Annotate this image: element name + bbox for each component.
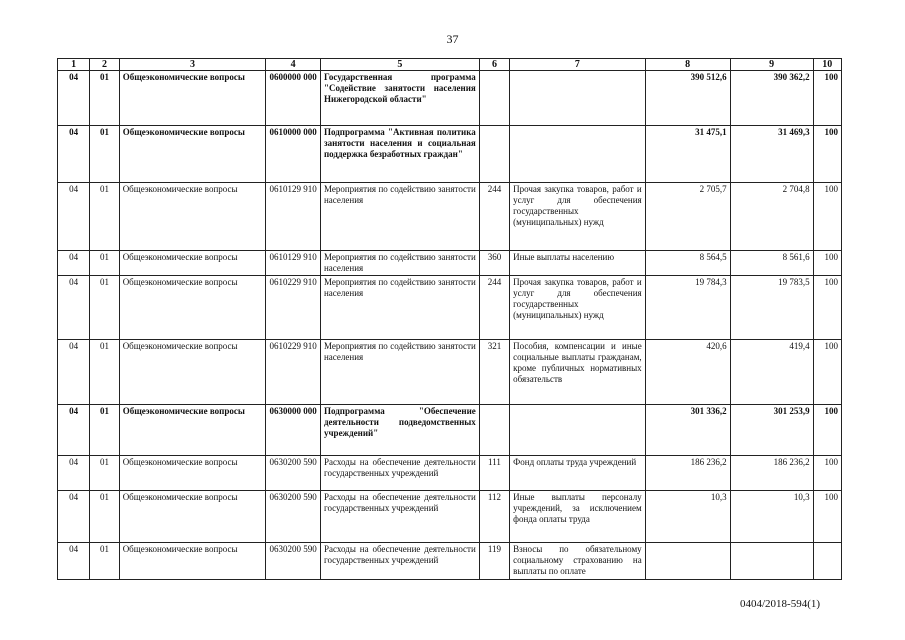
execution-percent-cell: 100 bbox=[813, 276, 841, 340]
table-row bbox=[58, 251, 842, 276]
section-name-cell: Общеэкономические вопросы bbox=[119, 126, 266, 183]
execution-percent-cell: 100 bbox=[813, 71, 841, 126]
header-cell: 8 bbox=[645, 59, 730, 71]
expense-type-name-cell bbox=[510, 71, 646, 126]
expense-type-name-cell bbox=[510, 126, 646, 183]
execution-percent-cell: 100 bbox=[813, 405, 841, 456]
execution-percent-cell: 100 bbox=[813, 251, 841, 276]
section-code-cell: 04 bbox=[58, 71, 90, 126]
execution-percent-cell: 100 bbox=[813, 340, 841, 405]
subsection-code-cell: 01 bbox=[90, 491, 119, 543]
expense-type-code-cell: 119 bbox=[479, 543, 509, 580]
table-row bbox=[58, 491, 842, 543]
target-article-cell: 0610129 910 bbox=[266, 183, 321, 251]
subsection-code-cell: 01 bbox=[90, 405, 119, 456]
article-name-cell: Расходы на обеспечение деятельности государственных учреждений bbox=[320, 456, 479, 491]
expense-type-code-cell: 321 bbox=[479, 340, 509, 405]
subsection-code-cell: 01 bbox=[90, 543, 119, 580]
executed-amount-cell: 2 704,8 bbox=[730, 183, 813, 251]
header-row bbox=[58, 59, 842, 71]
article-name-cell: Мероприятия по содействию занятости населения bbox=[320, 276, 479, 340]
article-name-cell: Расходы на обеспечение деятельности государственных учреждений bbox=[320, 491, 479, 543]
expense-type-code-cell: 244 bbox=[479, 276, 509, 340]
target-article-cell: 0610129 910 bbox=[266, 251, 321, 276]
target-article-cell: 0630200 590 bbox=[266, 543, 321, 580]
target-article-cell: 0610000 000 bbox=[266, 126, 321, 183]
article-name-cell: Государственная программа "Содействие занятости населения Нижегородской области" bbox=[320, 71, 479, 126]
target-article-cell: 0610229 910 bbox=[266, 340, 321, 405]
table-row bbox=[58, 405, 842, 456]
header-cell: 1 bbox=[58, 59, 90, 71]
subsection-code-cell: 01 bbox=[90, 340, 119, 405]
section-code-cell: 04 bbox=[58, 340, 90, 405]
execution-percent-cell: 100 bbox=[813, 126, 841, 183]
section-name-cell: Общеэкономические вопросы bbox=[119, 456, 266, 491]
subsection-code-cell: 01 bbox=[90, 183, 119, 251]
section-name-cell: Общеэкономические вопросы bbox=[119, 491, 266, 543]
subsection-code-cell: 01 bbox=[90, 456, 119, 491]
executed-amount-cell: 19 783,5 bbox=[730, 276, 813, 340]
approved-amount-cell: 2 705,7 bbox=[645, 183, 730, 251]
article-name-cell: Подпрограмма "Обеспечение деятельности подведомственных учреждений" bbox=[320, 405, 479, 456]
execution-percent-cell: 100 bbox=[813, 456, 841, 491]
approved-amount-cell: 301 336,2 bbox=[645, 405, 730, 456]
section-code-cell: 04 bbox=[58, 491, 90, 543]
approved-amount-cell: 8 564,5 bbox=[645, 251, 730, 276]
expense-type-name-cell: Прочая закупка товаров, работ и услуг для обеспечения государственных (муниципальных) нужд bbox=[510, 276, 646, 340]
approved-amount-cell: 19 784,3 bbox=[645, 276, 730, 340]
article-name-cell: Мероприятия по содействию занятости населения bbox=[320, 183, 479, 251]
approved-amount-cell: 10,3 bbox=[645, 491, 730, 543]
section-name-cell: Общеэкономические вопросы bbox=[119, 543, 266, 580]
expense-type-code-cell bbox=[479, 126, 509, 183]
expense-type-code-cell: 244 bbox=[479, 183, 509, 251]
subsection-code-cell: 01 bbox=[90, 71, 119, 126]
table-row bbox=[58, 340, 842, 405]
target-article-cell: 0630200 590 bbox=[266, 456, 321, 491]
page-number: 37 bbox=[446, 32, 459, 46]
table-row bbox=[58, 126, 842, 183]
budget-table bbox=[57, 58, 842, 580]
table-row bbox=[58, 543, 842, 580]
section-name-cell: Общеэкономические вопросы bbox=[119, 183, 266, 251]
subsection-code-cell: 01 bbox=[90, 276, 119, 340]
executed-amount-cell: 419,4 bbox=[730, 340, 813, 405]
table-row bbox=[58, 276, 842, 340]
header-cell: 2 bbox=[90, 59, 119, 71]
section-code-cell: 04 bbox=[58, 126, 90, 183]
subsection-code-cell: 01 bbox=[90, 126, 119, 183]
approved-amount-cell: 186 236,2 bbox=[645, 456, 730, 491]
header-cell: 9 bbox=[730, 59, 813, 71]
section-code-cell: 04 bbox=[58, 405, 90, 456]
target-article-cell: 0630200 590 bbox=[266, 491, 321, 543]
table-row bbox=[58, 183, 842, 251]
approved-amount-cell: 420,6 bbox=[645, 340, 730, 405]
section-code-cell: 04 bbox=[58, 456, 90, 491]
approved-amount-cell bbox=[645, 543, 730, 580]
executed-amount-cell: 301 253,9 bbox=[730, 405, 813, 456]
section-name-cell: Общеэкономические вопросы bbox=[119, 405, 266, 456]
document-code: 0404/2018-594(1) bbox=[740, 598, 821, 610]
executed-amount-cell: 186 236,2 bbox=[730, 456, 813, 491]
executed-amount-cell: 10,3 bbox=[730, 491, 813, 543]
section-code-cell: 04 bbox=[58, 276, 90, 340]
expense-type-name-cell: Фонд оплаты труда учреждений bbox=[510, 456, 646, 491]
target-article-cell: 0630000 000 bbox=[266, 405, 321, 456]
approved-amount-cell: 390 512,6 bbox=[645, 71, 730, 126]
section-name-cell: Общеэкономические вопросы bbox=[119, 251, 266, 276]
execution-percent-cell bbox=[813, 543, 841, 580]
expense-type-code-cell: 111 bbox=[479, 456, 509, 491]
approved-amount-cell: 31 475,1 bbox=[645, 126, 730, 183]
header-cell: 4 bbox=[266, 59, 321, 71]
header-cell: 3 bbox=[119, 59, 266, 71]
expense-type-code-cell: 112 bbox=[479, 491, 509, 543]
execution-percent-cell: 100 bbox=[813, 491, 841, 543]
executed-amount-cell: 8 561,6 bbox=[730, 251, 813, 276]
header-cell: 6 bbox=[479, 59, 509, 71]
section-code-cell: 04 bbox=[58, 251, 90, 276]
expense-type-name-cell: Прочая закупка товаров, работ и услуг для обеспечения государственных (муниципальных) нужд bbox=[510, 183, 646, 251]
table-row bbox=[58, 456, 842, 491]
header-cell: 7 bbox=[510, 59, 646, 71]
header-cell: 10 bbox=[813, 59, 841, 71]
expense-type-code-cell bbox=[479, 405, 509, 456]
section-name-cell: Общеэкономические вопросы bbox=[119, 276, 266, 340]
article-name-cell: Мероприятия по содействию занятости населения bbox=[320, 251, 479, 276]
executed-amount-cell bbox=[730, 543, 813, 580]
article-name-cell: Подпрограмма "Активная политика занятости населения и социальная поддержка безработных граждан" bbox=[320, 126, 479, 183]
header-cell: 5 bbox=[320, 59, 479, 71]
section-name-cell: Общеэкономические вопросы bbox=[119, 340, 266, 405]
section-code-cell: 04 bbox=[58, 183, 90, 251]
subsection-code-cell: 01 bbox=[90, 251, 119, 276]
expense-type-code-cell bbox=[479, 71, 509, 126]
article-name-cell: Расходы на обеспечение деятельности государственных учреждений bbox=[320, 543, 479, 580]
section-name-cell: Общеэкономические вопросы bbox=[119, 71, 266, 126]
expense-type-name-cell bbox=[510, 405, 646, 456]
section-code-cell: 04 bbox=[58, 543, 90, 580]
execution-percent-cell: 100 bbox=[813, 183, 841, 251]
expense-type-name-cell: Взносы по обязательному социальному страхованию на выплаты по оплате bbox=[510, 543, 646, 580]
expense-type-name-cell: Иные выплаты населению bbox=[510, 251, 646, 276]
article-name-cell: Мероприятия по содействию занятости населения bbox=[320, 340, 479, 405]
target-article-cell: 0610229 910 bbox=[266, 276, 321, 340]
expense-type-code-cell: 360 bbox=[479, 251, 509, 276]
target-article-cell: 0600000 000 bbox=[266, 71, 321, 126]
table-row bbox=[58, 71, 842, 126]
executed-amount-cell: 31 469,3 bbox=[730, 126, 813, 183]
expense-type-name-cell: Пособия, компенсации и иные социальные выплаты гражданам, кроме публичных нормативных обязательств bbox=[510, 340, 646, 405]
expense-type-name-cell: Иные выплаты персоналу учреждений, за исключением фонда оплаты труда bbox=[510, 491, 646, 543]
executed-amount-cell: 390 362,2 bbox=[730, 71, 813, 126]
